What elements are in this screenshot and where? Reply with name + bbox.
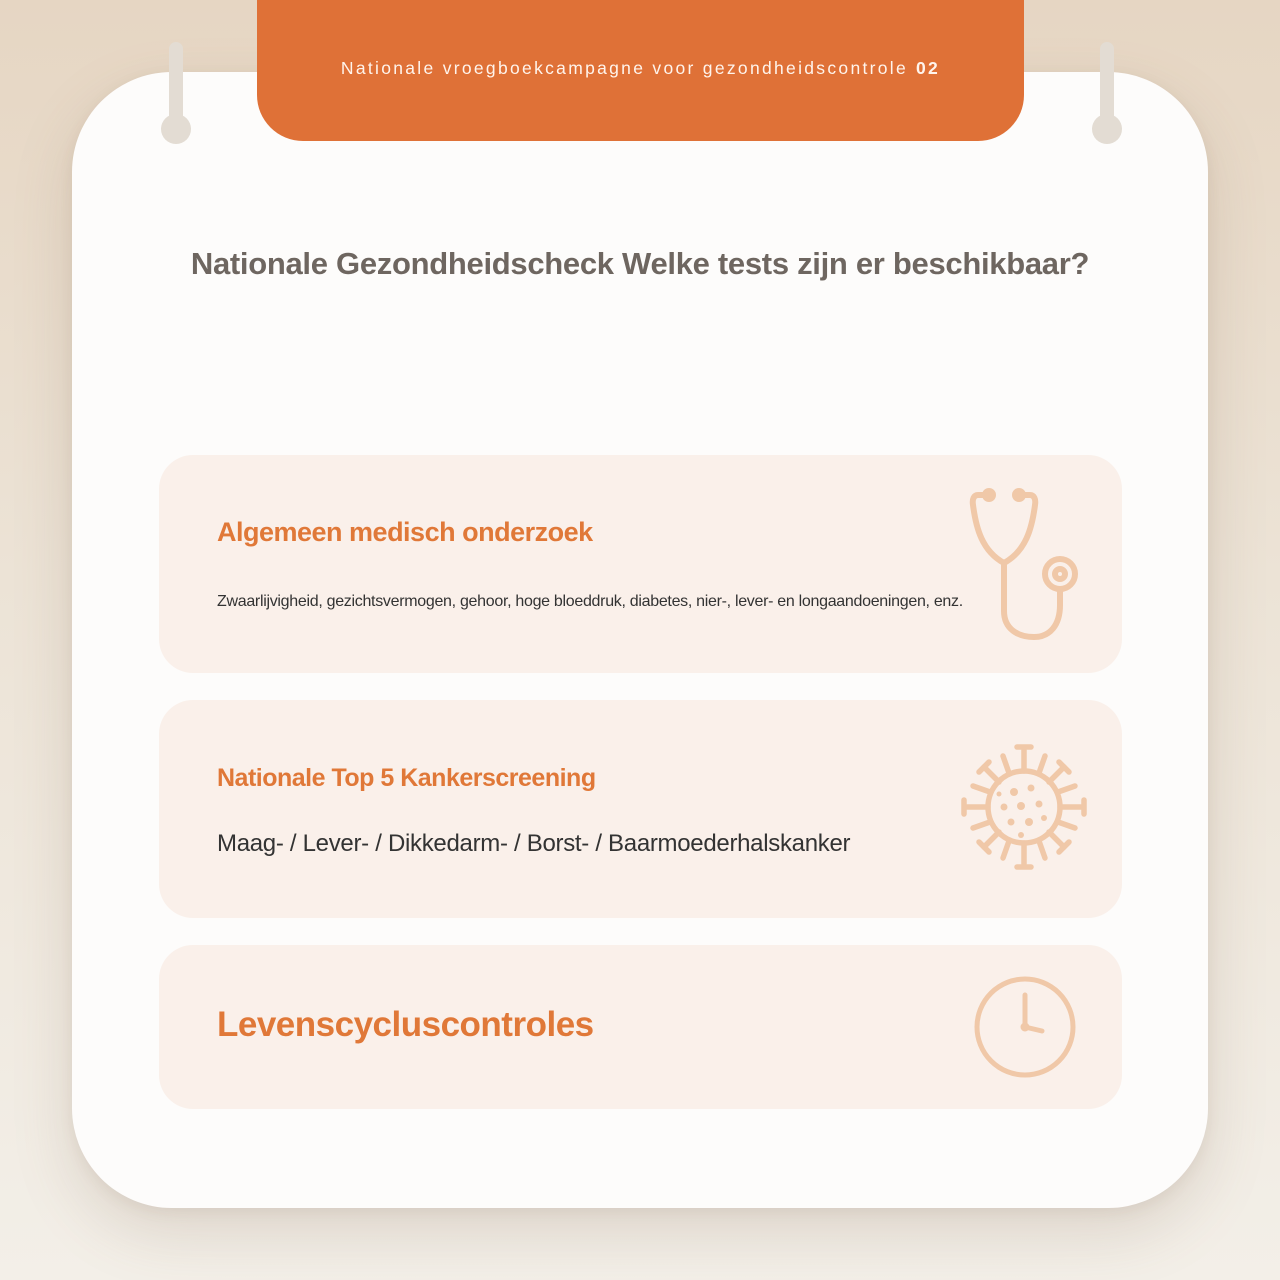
binder-ring-left-dot: [161, 114, 191, 144]
section-title: Algemeen medisch onderzoek: [217, 517, 593, 547]
section-title: Levenscycluscontroles: [217, 1005, 594, 1044]
clock-icon: [973, 975, 1077, 1079]
section-description: Maag- / Lever- / Dikkedarm- / Borst- / Baarmoederhalskanker: [217, 830, 851, 857]
section-title: Nationale Top 5 Kankerscreening: [217, 764, 596, 792]
header-tab: [257, 0, 1024, 141]
stethoscope-icon: [964, 483, 1094, 643]
section-lifecycle-checks: [159, 945, 1122, 1109]
page-number: 02: [916, 58, 941, 78]
section-description: Zwaarlijvigheid, gezichtsvermogen, gehoor, hoge bloeddruk, diabetes, nier-, lever- en longaandoeningen, enz.: [217, 593, 963, 610]
section-cancer-screening: [159, 700, 1122, 918]
binder-ring-right-dot: [1092, 114, 1122, 144]
section-general-exam: [159, 455, 1122, 673]
virus-icon: [959, 742, 1089, 872]
page-title: Nationale Gezondheidscheck Welke tests zijn er beschikbaar?: [190, 246, 1090, 281]
campaign-label: Nationale vroegboekcampagne voor gezondheidscontrole: [340, 58, 909, 78]
